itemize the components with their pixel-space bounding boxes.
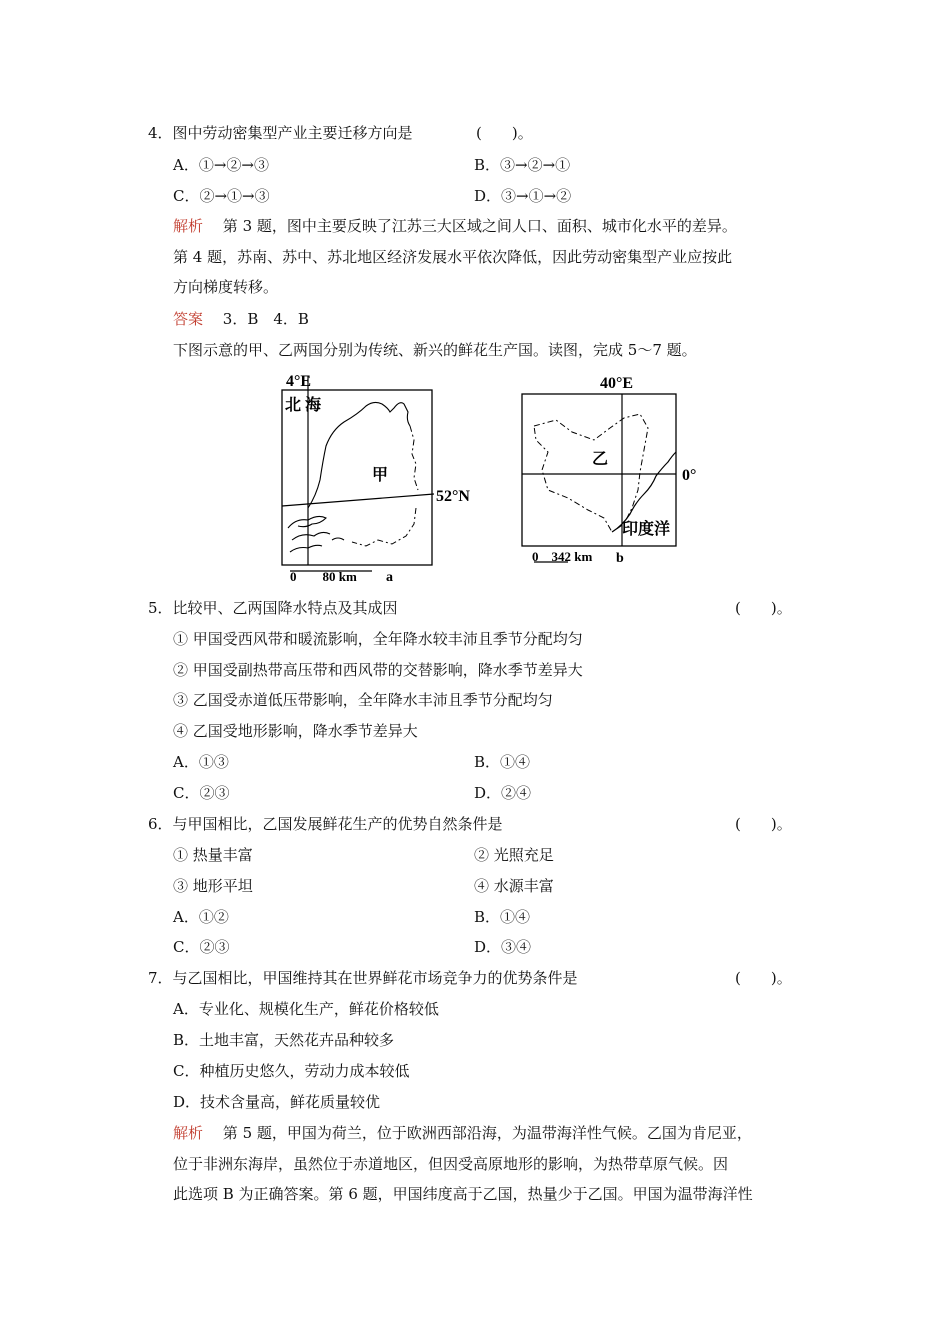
analysis-1-line-3: 方向梯度转移。 — [173, 278, 279, 296]
border-east — [410, 426, 418, 490]
map-b-figure-label: b — [616, 551, 624, 566]
map-a — [268, 368, 490, 588]
analysis-label: 解析 — [173, 1124, 204, 1142]
q7-option-d: D．技术含量高，鲜花质量较优 — [173, 1093, 381, 1111]
map-a-sea-label: 北 海 — [285, 397, 322, 414]
q7-answer-paren: ( )。 — [735, 969, 792, 987]
analysis-2-line-2: 位于非洲东海岸，虽然位于赤道地区，但因受高原地形的影响，为热带草原气候。因 — [173, 1155, 729, 1173]
answer-line — [173, 309, 309, 329]
analysis-label: 解析 — [173, 217, 204, 235]
q6-option-a: A．①② — [173, 908, 229, 926]
map-a-scale-label: 0 80 km — [290, 569, 357, 584]
q7-option-c: C．种植历史悠久，劳动力成本较低 — [173, 1062, 410, 1080]
map-a-country-label: 甲 — [372, 467, 389, 484]
q4-stem: 4．图中劳动密集型产业主要迁移方向是 — [148, 124, 413, 142]
analysis-1-line-1 — [173, 216, 737, 236]
analysis-text: 第 3 题，图中主要反映了江苏三大区域之间人口、面积、城市化水平的差异。 — [222, 217, 737, 235]
q4-option-a: A．①→②→③ — [173, 156, 269, 174]
map-a-figure-label: a — [386, 570, 393, 585]
q6-stem: 6．与甲国相比，乙国发展鲜花生产的优势自然条件是 — [148, 815, 503, 833]
q5-option-d: D．②④ — [474, 784, 532, 802]
q6-option-b: B．①④ — [474, 908, 531, 926]
q5-answer-paren: ( )。 — [735, 599, 792, 617]
q6-option-d: D．③④ — [474, 938, 532, 956]
q5-stem: 5．比较甲、乙两国降水特点及其成因 — [148, 599, 398, 617]
analysis-2-line-3: 此选项 B 为正确答案。第 6 题，甲国纬度高于乙国，热量少于乙国。甲国为温带海洋性 — [173, 1185, 753, 1203]
map-a-frame — [282, 390, 432, 565]
latitude-line-52n — [282, 494, 434, 506]
q4-option-d: D．③→①→② — [474, 187, 572, 205]
map-b-equator-label: 0° — [682, 467, 697, 484]
q5-item-2: ② 甲国受副热带高压带和西风带的交替影响，降水季节差异大 — [173, 661, 583, 679]
q5-option-c: C．②③ — [173, 784, 230, 802]
border-south — [352, 508, 416, 546]
intro-text: 下图示意的甲、乙两国分别为传统、新兴的鲜花生产国。读图，完成 5～7 题。 — [173, 341, 697, 359]
answer-label: 答案 — [173, 310, 204, 328]
analysis-1-line-2: 第 4 题，苏南、苏中、苏北地区经济发展水平依次降低，因此劳动密集型产业应按此 — [173, 248, 733, 266]
q5-item-1: ① 甲国受西风带和暖流影响，全年降水较丰沛且季节分配均匀 — [173, 630, 583, 648]
map-b — [512, 368, 722, 578]
q6-option-c: C．②③ — [173, 938, 230, 956]
map-a-longitude-label: 4°E — [286, 373, 312, 390]
map-b-country-label: 乙 — [592, 451, 609, 468]
map-b-ocean-label: 印度洋 — [622, 521, 671, 538]
analysis-2-line-1 — [173, 1123, 752, 1143]
q7-option-a: A．专业化、规模化生产，鲜花价格较低 — [173, 1000, 439, 1018]
q4-option-c: C．②→①→③ — [173, 187, 270, 205]
q5-option-b: B．①④ — [474, 753, 531, 771]
map-b-scale-label: 0 342 km — [532, 549, 593, 564]
coastline — [308, 402, 410, 508]
q7-stem: 7．与乙国相比，甲国维持其在世界鲜花市场竞争力的优势条件是 — [148, 969, 578, 987]
q4-answer-paren: ( )。 — [476, 124, 533, 142]
delta-coast — [288, 516, 344, 552]
border-outline — [534, 414, 648, 532]
q6-item-1: ① 热量丰富 — [173, 846, 253, 864]
q5-item-4: ④ 乙国受地形影响，降水季节差异大 — [173, 722, 418, 740]
q5-item-3: ③ 乙国受赤道低压带影响，全年降水丰沛且季节分配均匀 — [173, 691, 553, 709]
q5-option-a: A．①③ — [173, 753, 229, 771]
q6-answer-paren: ( )。 — [735, 815, 792, 833]
q6-item-2: ② 光照充足 — [474, 846, 554, 864]
q7-option-b: B．土地丰富，天然花卉品种较多 — [173, 1031, 395, 1049]
q6-item-3: ③ 地形平坦 — [173, 877, 253, 895]
q6-item-4: ④ 水源丰富 — [474, 877, 554, 895]
map-b-longitude-label: 40°E — [600, 375, 634, 392]
map-a-latitude-label: 52°N — [436, 488, 470, 505]
answer-text: 3．B 4．B — [222, 310, 309, 328]
q4-option-b: B．③→②→① — [474, 156, 571, 174]
analysis-text: 第 5 题，甲国为荷兰，位于欧洲西部沿海，为温带海洋性气候。乙国为肯尼亚， — [222, 1124, 752, 1142]
